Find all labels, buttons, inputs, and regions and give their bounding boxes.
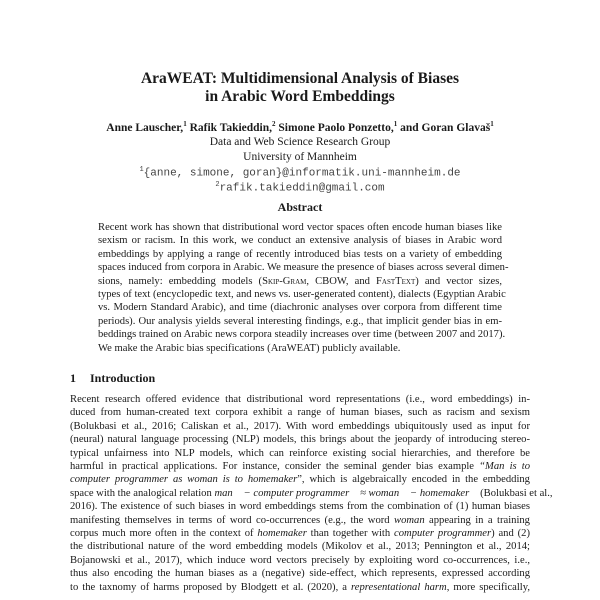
text-line xyxy=(98,234,502,247)
affiliation-mark: 2 xyxy=(215,181,220,189)
small-caps-text: Skip-Gram xyxy=(262,275,307,287)
text-line xyxy=(70,447,530,460)
affiliation-group: Data and Web Science Research Group xyxy=(209,136,391,148)
text-line xyxy=(70,433,530,446)
text-line xyxy=(98,315,502,328)
text-segment: ) and vector sizes, xyxy=(415,275,502,287)
affiliation-mark: 1 xyxy=(490,120,494,128)
text-line xyxy=(70,554,530,567)
small-caps-text: FastText xyxy=(376,275,416,287)
text-segment: manifesting themselves in terms of word co-occurrences (e.g., the word xyxy=(70,514,395,526)
text-segment: thus also encoding the human biases as a (negative) side-effect, which represents, expressed according xyxy=(70,568,530,580)
text-segment: appearing in a training xyxy=(424,514,530,526)
text-segment: harmful in practical applications. For instance, consider the seminal gender bias example xyxy=(70,461,480,472)
text-line xyxy=(70,527,530,540)
text-segment: space with the analogical relation xyxy=(70,487,215,499)
text-segment: types of text (encyclopedic text, and news vs. user-generated content), dialects (Egyptian Arabic xyxy=(98,289,506,300)
email-line-2 xyxy=(0,181,600,195)
text-line xyxy=(70,393,530,406)
author-list xyxy=(0,120,600,134)
text-line xyxy=(98,221,502,234)
text-segment: 2016). The existence of such biases in word embeddings stems from the combination of (1) human biases xyxy=(70,501,530,513)
text-segment: , more specifically, xyxy=(446,581,531,593)
text-line xyxy=(70,460,530,473)
affiliation-mark: 2 xyxy=(272,120,276,128)
text-line xyxy=(70,540,530,553)
text-segment: beddings trained on Arabic news corpora steadily increases over time (between 2007 and 2017). xyxy=(98,329,506,341)
italic-text: woman xyxy=(394,514,425,526)
text-segment: , CBOW, and xyxy=(306,275,377,287)
text-segment: to the taxnomy of harms proposed by Blodgett et al. (2020), a xyxy=(70,581,352,593)
text-line xyxy=(98,261,509,274)
italic-text: “Man is to xyxy=(479,461,530,472)
text-line xyxy=(98,328,506,341)
text-segment: periods). Our analysis yields several interesting findings, e.g., that implicit gender bias in em- xyxy=(98,315,502,327)
affiliation-mark: 1 xyxy=(183,120,187,128)
text-segment: Recent work has shown that distributional word vector spaces often encode human biases like xyxy=(98,222,502,233)
paper-title-line-1: AraWEAT: Multidimensional Analysis of Biases xyxy=(140,70,460,87)
text-line xyxy=(70,514,530,527)
section-heading xyxy=(70,371,155,386)
text-line xyxy=(98,275,502,288)
text-line xyxy=(70,581,530,594)
text-segment: sions, namely: embedding models ( xyxy=(98,275,263,287)
text-line xyxy=(70,500,530,513)
text-line xyxy=(98,288,506,301)
affiliation-university: University of Mannheim xyxy=(243,151,357,163)
author: Anne Lauscher, xyxy=(106,121,184,134)
email: rafik.takieddin@gmail.com xyxy=(219,182,385,195)
text-line xyxy=(70,487,553,500)
text-segment: duced from human-created text corpora exhibit a range of human biases, such as racism and sexism xyxy=(70,407,530,419)
affiliation-mark: 1 xyxy=(393,120,398,128)
text-segment: (Bolukbasi et al., xyxy=(477,487,553,499)
text-line xyxy=(70,567,530,580)
author: Rafik Takieddin, xyxy=(189,121,273,134)
text-segment: typical unfairness into NLP models, which can reinforce existing social hierarchies, and therefore be xyxy=(70,447,530,459)
text-segment: vs. Modern Standard Arabic), and time (diachronic analyses over corpora from different time xyxy=(98,302,502,314)
text-segment: embeddings by applying a range of recently introduced bias tests on a variety of embedding xyxy=(98,248,502,260)
text-segment: the distributional nature of the word embedding models (Mikolov et al., 2013; Pennington et al., 2014; xyxy=(70,541,530,553)
text-segment: corpus much more often in the context of xyxy=(70,528,258,539)
text-segment: We make the Arabic bias specifications (AraWEAT) publicly available. xyxy=(98,342,401,354)
text-line xyxy=(98,342,502,355)
text-segment: spaces induced from corpora in Arabic. We measure the presence of biases across several dimen- xyxy=(98,262,509,274)
text-line xyxy=(70,473,530,486)
italic-text: man⃗ − computer programmer⃗ ≈ woman⃗ − homemaker⃗ xyxy=(214,487,478,499)
email: {anne, simone, goran}@informatik.uni-mannheim.de xyxy=(143,167,461,180)
affiliation-mark: 1 xyxy=(139,166,144,174)
italic-text: computer programmer as woman is to homemaker xyxy=(70,474,298,486)
text-segment: than together with xyxy=(306,528,395,539)
text-segment: (Bolukbasi et al., 2016; Caliskan et al., 2017). With word embeddings ubiquitously used as input for xyxy=(70,420,530,432)
text-line xyxy=(70,406,530,419)
email-line-1 xyxy=(0,166,600,180)
text-segment: Recent research offered evidence that distributional word representations (i.e., word embeddings) in- xyxy=(70,394,530,405)
text-line xyxy=(98,248,502,261)
italic-text: computer programmer xyxy=(394,528,492,539)
text-segment: Bojanowski et al., 2017), which induce word vectors precisely by exploiting word co-occurrences, i.e., xyxy=(70,554,530,566)
italic-text: representational harm xyxy=(351,581,447,593)
text-line xyxy=(98,301,502,314)
author: and Goran Glavaš xyxy=(400,121,491,134)
text-segment: (neural) natural language processing (NLP) models, this brings about the jeopardy of introducing stereo- xyxy=(70,434,530,446)
text-line xyxy=(70,420,530,433)
text-segment: ”, which is algebraically encoded in the embedding xyxy=(297,474,530,486)
section-number: 1 xyxy=(70,371,76,385)
paper-title-line-2: in Arabic Word Embeddings xyxy=(205,88,395,105)
text-segment: ) and (2) xyxy=(491,528,530,539)
text-segment: sexism or racism. In this work, we conduct an extensive analysis of biases in Arabic word xyxy=(98,235,502,247)
section-title: Introduction xyxy=(90,371,156,385)
abstract-heading: Abstract xyxy=(277,200,323,214)
italic-text: homemaker xyxy=(257,528,307,539)
author: Simone Paolo Ponzetto, xyxy=(278,121,394,134)
